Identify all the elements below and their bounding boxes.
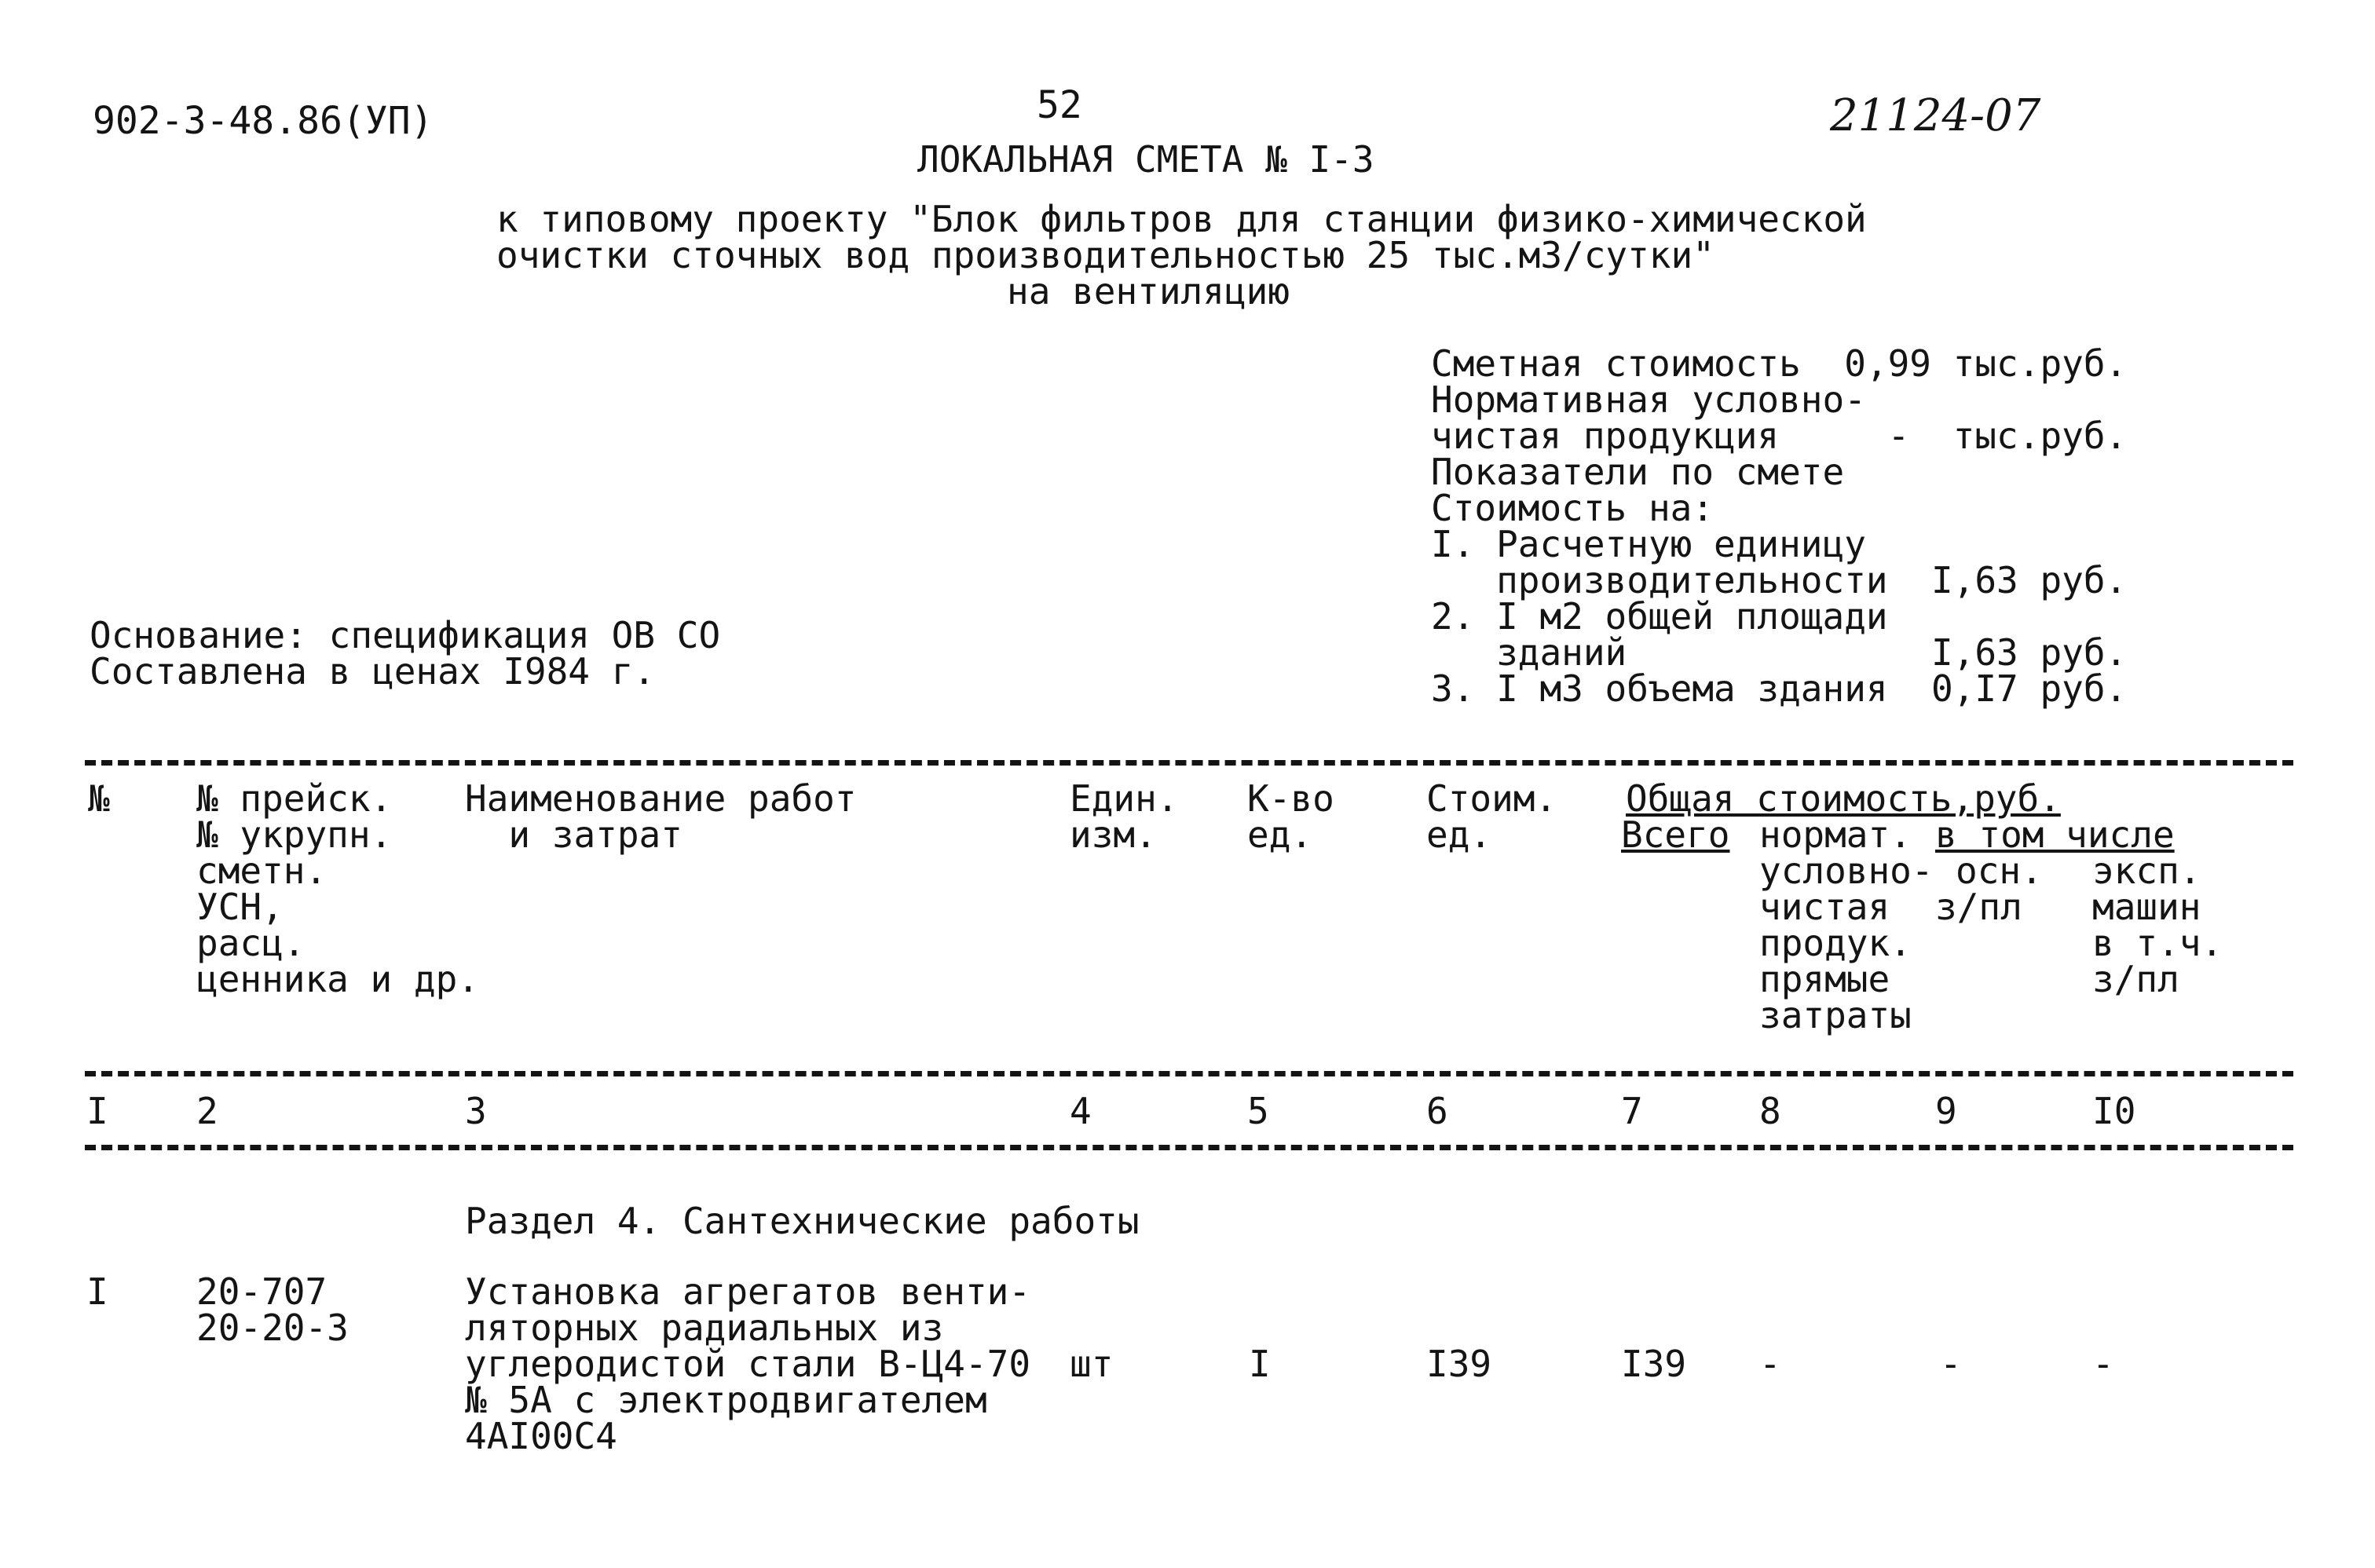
header-normative: прямые — [1759, 958, 1890, 1000]
row-normative: - — [1759, 1343, 1781, 1385]
header-unit: Един. — [1070, 777, 1179, 820]
summary-line: чистая продукция - тыс.руб. — [1431, 415, 2128, 457]
column-number: 2 — [196, 1090, 218, 1132]
header-including-group: в том числе — [1935, 813, 2175, 856]
row-machines: - — [2092, 1343, 2114, 1385]
header-number: № — [88, 777, 110, 820]
summary-line: Стоимость на: — [1431, 487, 1714, 529]
column-number: 5 — [1247, 1090, 1269, 1132]
header-work-name: и затрат — [465, 813, 682, 856]
header-machines: эксп. — [2092, 850, 2201, 892]
row-base-salary: - — [1940, 1343, 1962, 1385]
header-base-salary: з/пл — [1935, 886, 2022, 928]
header-total-cost-group: Общая стоимость,руб. — [1626, 777, 2061, 820]
summary-line: 2. I м2 общей площади — [1431, 595, 1888, 638]
summary-line: Нормативная условно- — [1431, 378, 1866, 421]
header-price-ref: сметн. — [196, 850, 328, 892]
summary-line: 3. I м3 объема здания 0,I7 руб. — [1431, 667, 2128, 710]
page-number: 52 — [1037, 83, 1082, 127]
header-price-ref: УСН, — [196, 886, 284, 928]
header-machines: з/пл — [2092, 958, 2179, 1000]
header-machines: машин — [2092, 886, 2201, 928]
header-price-ref: ценника и др. — [196, 958, 480, 1000]
header-unit-cost: ед. — [1426, 813, 1492, 856]
header-base-salary: осн. — [1956, 850, 2043, 892]
basis-line-2: Составлена в ценах I984 г. — [90, 650, 656, 693]
summary-line: I. Расчетную единицу — [1431, 523, 1866, 565]
archive-number: 21124-07 — [1830, 90, 2041, 141]
header-normative: чистая — [1759, 886, 1890, 928]
summary-line: производительности I,63 руб. — [1431, 559, 2128, 601]
column-number: 8 — [1759, 1090, 1781, 1132]
header-normative: продук. — [1759, 922, 1912, 964]
row-total: I39 — [1621, 1343, 1687, 1385]
column-numbers-divider — [85, 1145, 2293, 1150]
row-work-name: 4АI00С4 — [465, 1415, 617, 1457]
header-price-ref: расц. — [196, 922, 306, 964]
header-quantity: К-во — [1247, 777, 1334, 820]
header-machines: в т.ч. — [2092, 922, 2223, 964]
row-work-name: ляторных радиальных из — [465, 1307, 944, 1349]
header-unit-cost: Стоим. — [1426, 777, 1557, 820]
row-work-name: № 5А с электродвигателем — [465, 1379, 987, 1421]
summary-line: Сметная стоимость 0,99 тыс.руб. — [1431, 342, 2128, 385]
row-work-name: углеродистой стали В-Ц4-70 — [465, 1343, 1031, 1385]
column-number: I — [86, 1090, 108, 1132]
header-unit: изм. — [1070, 813, 1157, 856]
header-normative: затраты — [1759, 994, 1912, 1036]
summary-line: Показатели по смете — [1431, 451, 1845, 493]
subtitle-line-3: на вентиляцию — [1007, 270, 1290, 313]
column-number: 7 — [1621, 1090, 1643, 1132]
row-code: 20-20-3 — [196, 1307, 349, 1349]
header-normative: нормат. — [1759, 813, 1912, 856]
header-quantity: ед. — [1247, 813, 1313, 856]
header-price-ref: № прейск. — [196, 777, 393, 820]
table-top-divider — [85, 760, 2293, 766]
header-bottom-divider — [85, 1071, 2293, 1076]
row-quantity: I — [1249, 1343, 1271, 1385]
row-unit: шт — [1070, 1343, 1114, 1385]
row-number: I — [86, 1270, 108, 1313]
header-normative: условно- — [1759, 850, 1934, 892]
header-work-name: Наименование работ — [465, 777, 857, 820]
row-unit-cost: I39 — [1426, 1343, 1492, 1385]
row-work-name: Установка агрегатов венти- — [465, 1270, 1031, 1313]
header-total: Всего — [1621, 813, 1730, 856]
column-number: I0 — [2092, 1090, 2136, 1132]
subtitle-line-1: к типовому проекту "Блок фильтров для станции физико-химической — [496, 198, 1867, 240]
subtitle-line-2: очистки сточных вод производительностью 25 тыс.м3/сутки" — [496, 234, 1714, 276]
document-title: ЛОКАЛЬНАЯ СМЕТА № I-3 — [917, 138, 1374, 181]
column-number: 6 — [1426, 1090, 1448, 1132]
row-code: 20-707 — [196, 1270, 328, 1313]
summary-line: зданий I,63 руб. — [1431, 631, 2128, 674]
header-price-ref: № укрупн. — [196, 813, 393, 856]
column-number: 9 — [1935, 1090, 1957, 1132]
basis-line-1: Основание: спецификация ОВ СО — [90, 614, 721, 656]
column-number: 4 — [1070, 1090, 1092, 1132]
document-code: 902-3-48.86(УП) — [93, 99, 434, 143]
section-title: Раздел 4. Сантехнические работы — [465, 1200, 1140, 1242]
column-number: 3 — [465, 1090, 487, 1132]
